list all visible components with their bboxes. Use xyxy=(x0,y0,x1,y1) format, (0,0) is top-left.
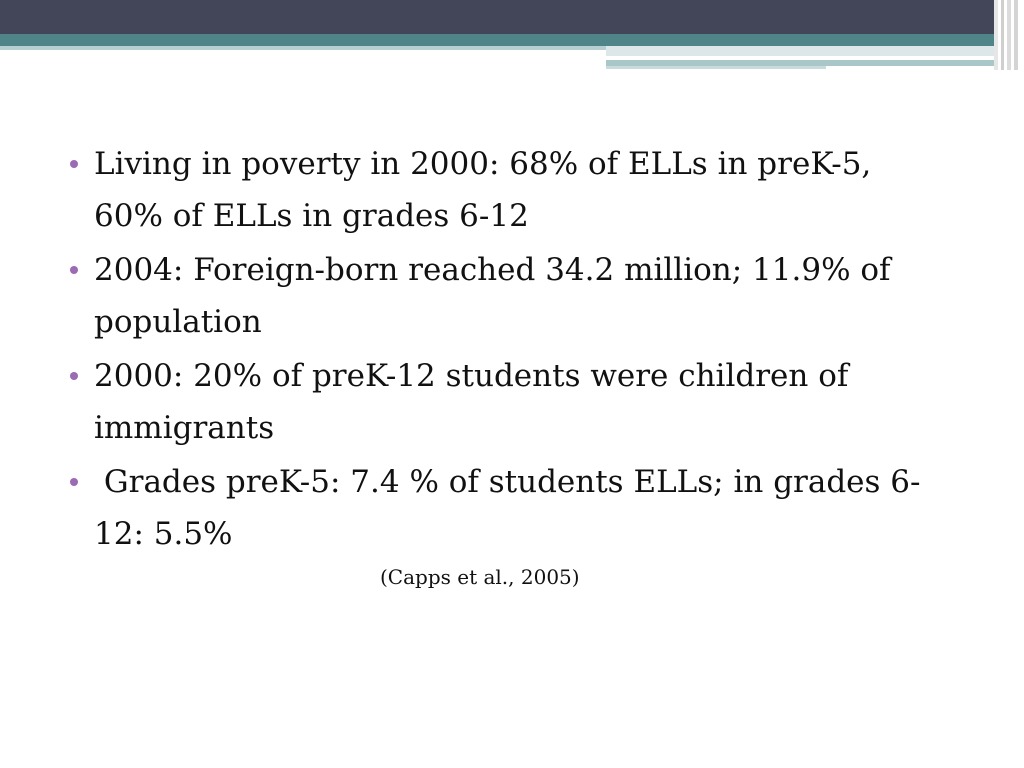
header-bar-teal xyxy=(0,34,1024,46)
header-strip xyxy=(0,46,606,50)
bullet-dot-icon xyxy=(70,478,78,486)
bullet-text: 2004: Foreign-born reached 34.2 million; 11.9% of population xyxy=(94,252,891,340)
header-vertical-lines xyxy=(994,0,1024,70)
bullet-item xyxy=(68,138,928,242)
bullet-text: 2000: 20% of preK-12 students were children of immigrants xyxy=(94,358,849,446)
header-strip-right-bottom xyxy=(606,66,826,69)
bullet-text: Grades preK-5: 7.4 % of students ELLs; in grades 6-12: 5.5% xyxy=(94,464,921,552)
bullet-item xyxy=(68,350,928,454)
bullet-content xyxy=(68,138,928,562)
header-strip-right xyxy=(606,46,996,56)
bullet-dot-icon xyxy=(70,266,78,274)
bullet-dot-icon xyxy=(70,160,78,168)
bullet-text: Living in poverty in 2000: 68% of ELLs in preK-5, 60% of ELLs in grades 6-12 xyxy=(94,146,872,234)
header-bar-dark xyxy=(0,0,1024,34)
bullet-dot-icon xyxy=(70,372,78,380)
bullet-item xyxy=(68,244,928,348)
bullet-list xyxy=(68,138,928,560)
bullet-item xyxy=(68,456,928,560)
citation: (Capps et al., 2005) xyxy=(380,565,580,589)
